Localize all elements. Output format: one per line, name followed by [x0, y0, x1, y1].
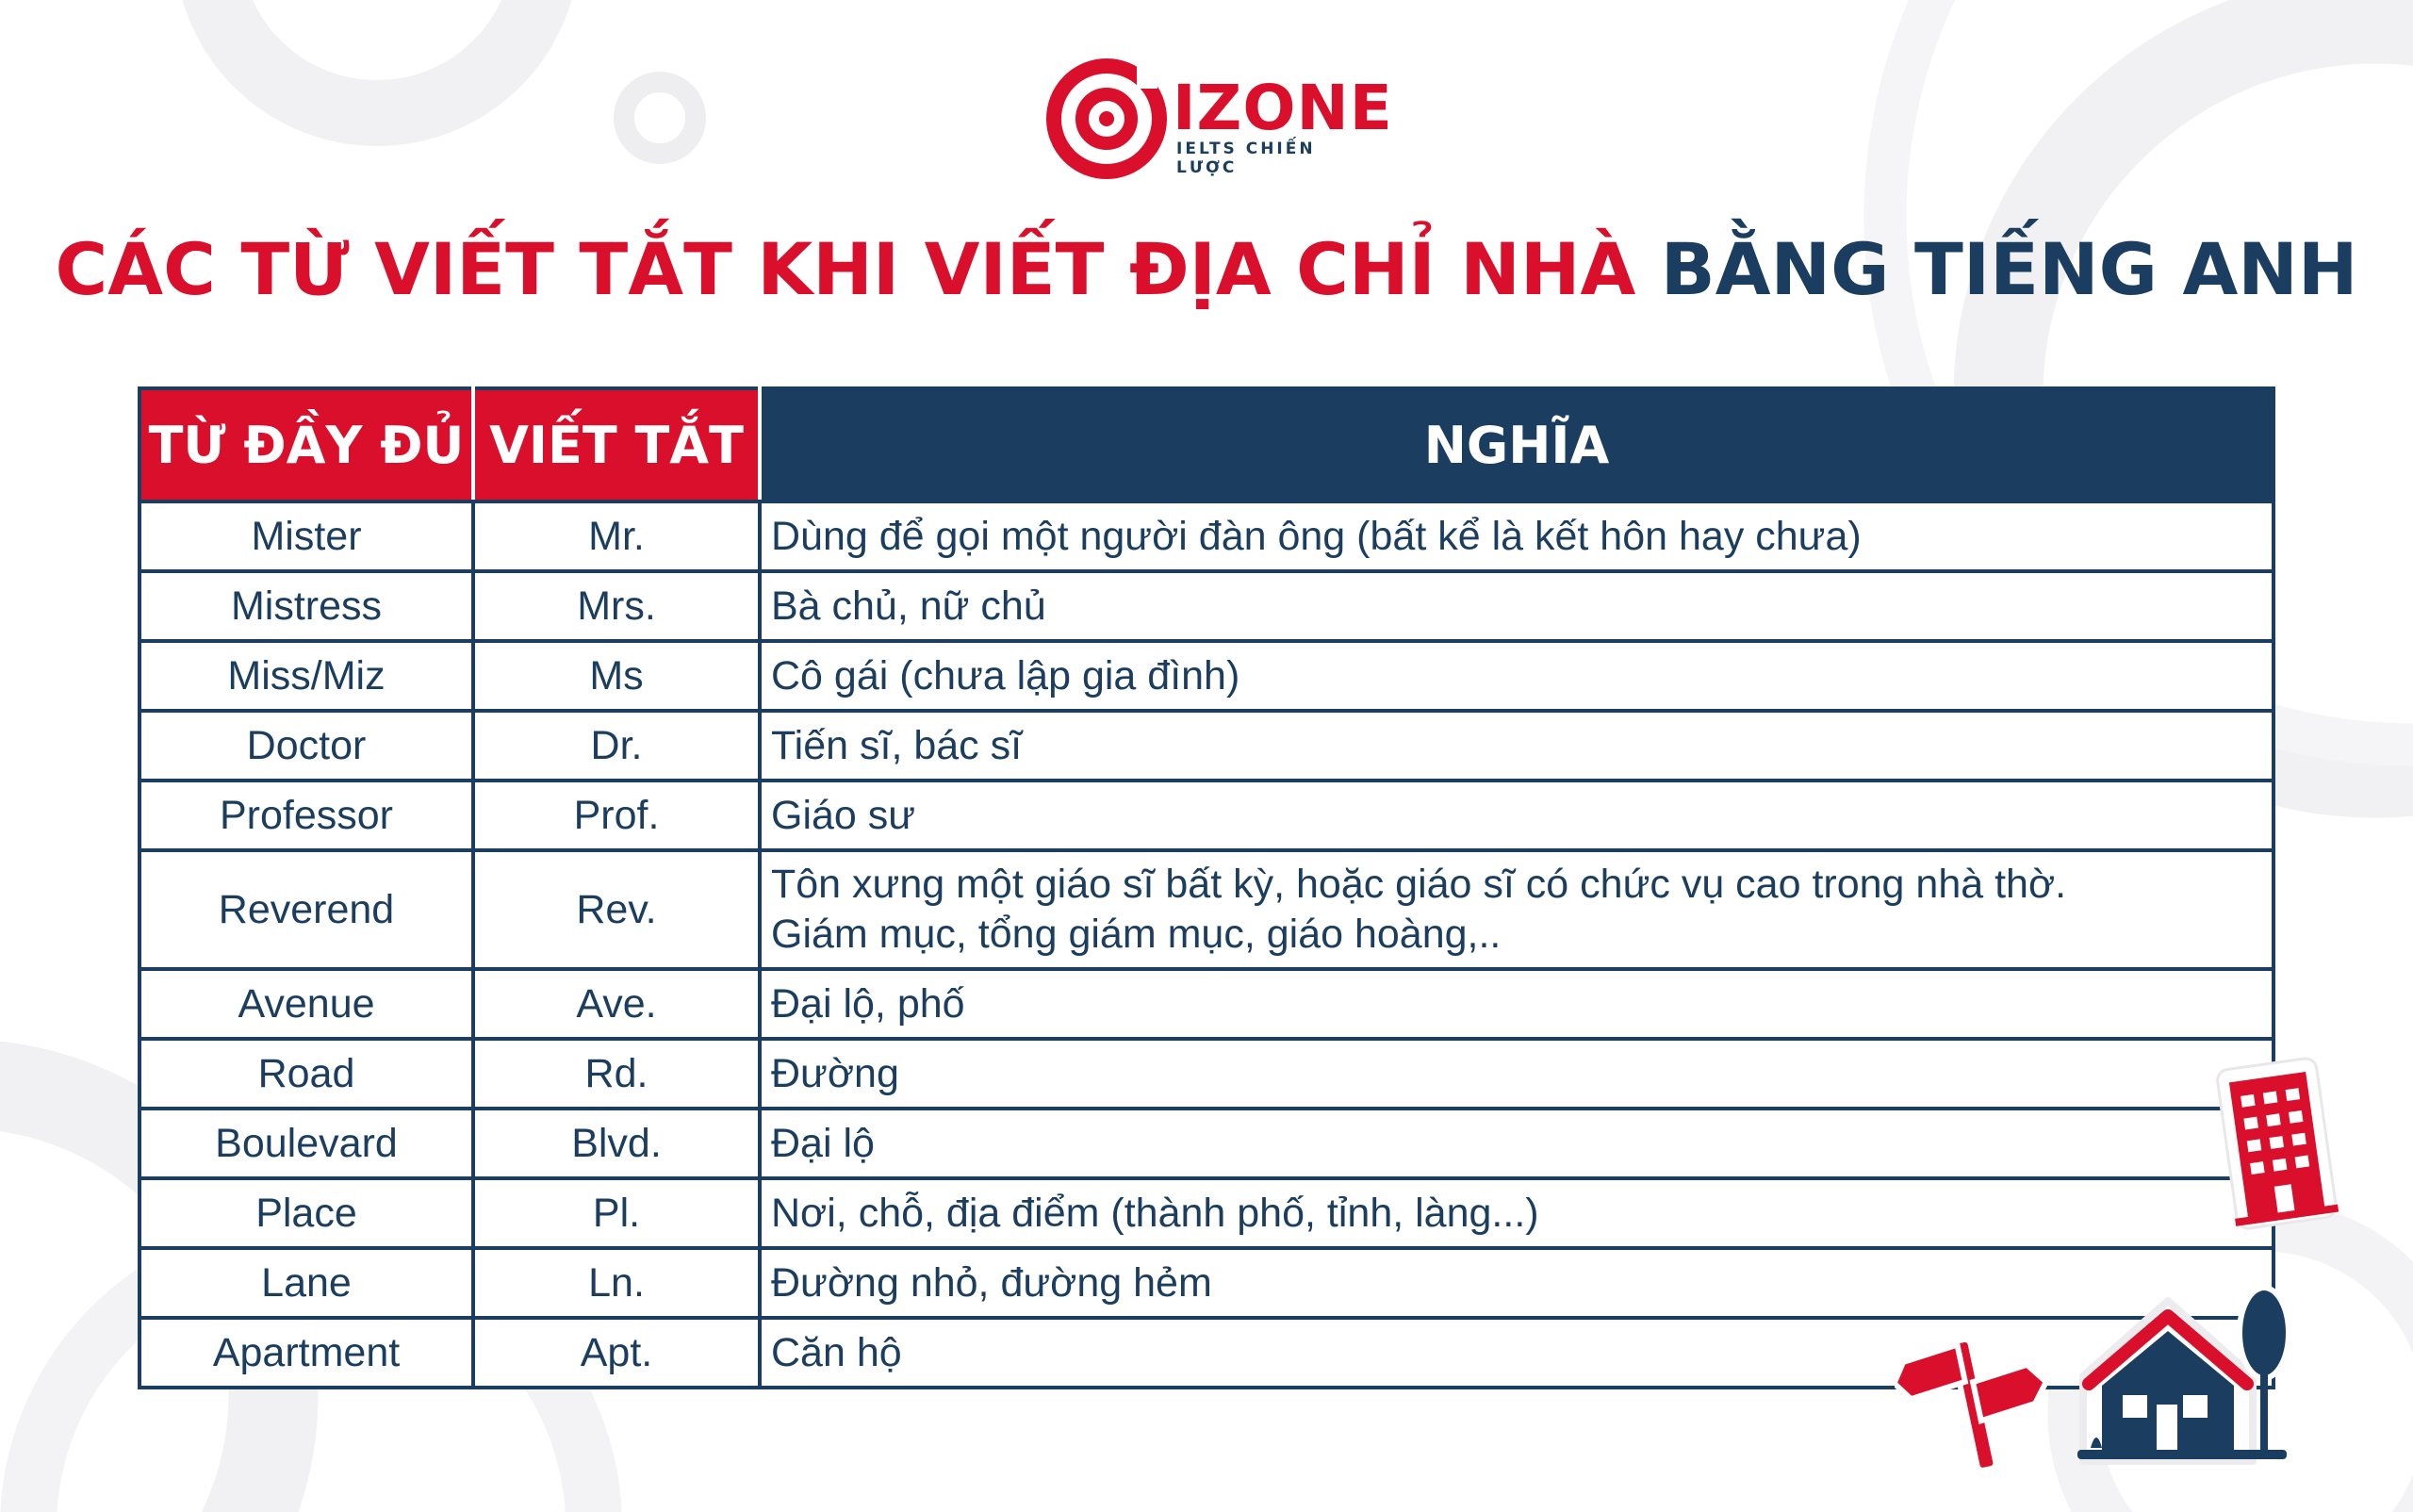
cell-abbreviation: Apt.: [473, 1318, 760, 1388]
cell-meaning: Đại lộ: [760, 1109, 2273, 1178]
table-header-row: [140, 388, 2273, 501]
cell-full-word: Miss/Miz: [140, 641, 473, 711]
house-tree-sticker-icon: [2064, 1263, 2300, 1480]
cell-meaning: Nơi, chỗ, địa điểm (thành phố, tỉnh, làng...): [760, 1178, 2273, 1248]
cell-meaning: Đại lộ, phố: [760, 969, 2273, 1039]
header-full-word: TỪ ĐẦY ĐỦ: [140, 388, 473, 501]
abbreviation-table: [138, 386, 2275, 1389]
cell-abbreviation: Ln.: [473, 1248, 760, 1318]
table-row: [140, 711, 2273, 781]
cell-meaning: Đường: [760, 1039, 2273, 1109]
table-row: [140, 501, 2273, 571]
table-row: [140, 969, 2273, 1039]
cell-meaning: Đường nhỏ, đường hẻm: [760, 1248, 2273, 1318]
target-logo-icon: [1044, 57, 1169, 181]
table-row: [140, 781, 2273, 850]
logo-wordmark: IZONE: [1173, 72, 1393, 144]
cell-meaning: Căn hộ: [760, 1318, 2273, 1388]
cell-full-word: Mistress: [140, 571, 473, 641]
cell-meaning: Cô gái (chưa lập gia đình): [760, 641, 2273, 711]
cell-meaning: Giáo sư: [760, 781, 2273, 850]
meaning-line-1: Tôn xưng một giáo sĩ bất kỳ, hoặc giáo sĩ có chức vụ cao trong nhà thờ.: [771, 862, 2067, 907]
cell-full-word: Boulevard: [140, 1109, 473, 1178]
table-row: [140, 850, 2273, 969]
table-row: [140, 1039, 2273, 1109]
cell-abbreviation: Rd.: [473, 1039, 760, 1109]
cell-full-word: Road: [140, 1039, 473, 1109]
table-row: [140, 571, 2273, 641]
cell-abbreviation: Rev.: [473, 850, 760, 969]
header-meaning: NGHĨA: [760, 388, 2273, 501]
cell-abbreviation: Blvd.: [473, 1109, 760, 1178]
cell-full-word: Apartment: [140, 1318, 473, 1388]
cell-full-word: Doctor: [140, 711, 473, 781]
cell-abbreviation: Mrs.: [473, 571, 760, 641]
cell-meaning: Tiến sĩ, bác sĩ: [760, 711, 2273, 781]
title-blue-part: BẰNG TIẾNG ANH: [1660, 227, 2358, 311]
cell-meaning: [760, 850, 2273, 969]
cell-meaning: Dùng để gọi một người đàn ông (bất kể là kết hôn hay chưa): [760, 501, 2273, 571]
signpost-sticker-icon: [1895, 1310, 2055, 1480]
cell-abbreviation: Ave.: [473, 969, 760, 1039]
cell-full-word: Avenue: [140, 969, 473, 1039]
cell-full-word: Lane: [140, 1248, 473, 1318]
izone-logo: [1044, 57, 1393, 181]
cell-full-word: Professor: [140, 781, 473, 850]
table-row: [140, 1109, 2273, 1178]
cell-abbreviation: Prof.: [473, 781, 760, 850]
cell-meaning: Bà chủ, nữ chủ: [760, 571, 2273, 641]
table-row: [140, 641, 2273, 711]
header-abbreviation: VIẾT TẮT: [473, 388, 760, 501]
table-row: [140, 1178, 2273, 1248]
meaning-line-2: Giám mục, tổng giám mục, giáo hoàng,..: [771, 912, 1502, 957]
cell-abbreviation: Mr.: [473, 501, 760, 571]
cell-full-word: Place: [140, 1178, 473, 1248]
cell-full-word: Reverend: [140, 850, 473, 969]
cell-abbreviation: Dr.: [473, 711, 760, 781]
building-sticker-icon: [2196, 1046, 2356, 1235]
title-red-part: CÁC TỪ VIẾT TẮT KHI VIẾT ĐỊA CHỈ NHÀ: [55, 227, 1636, 311]
cell-abbreviation: Ms: [473, 641, 760, 711]
cell-full-word: Mister: [140, 501, 473, 571]
logo-tagline: IELTS CHIẾN LƯỢC: [1176, 140, 1316, 177]
page-title: [0, 227, 2413, 311]
cell-abbreviation: Pl.: [473, 1178, 760, 1248]
table-row: [140, 1248, 2273, 1318]
